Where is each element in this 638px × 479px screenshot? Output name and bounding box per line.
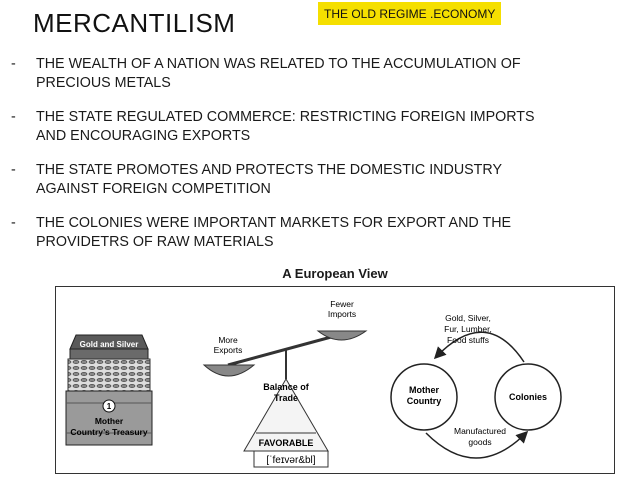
treasury-label-line2: Country’s Treasury xyxy=(70,427,148,437)
fewer-imports-line2: Imports xyxy=(327,309,357,319)
bullet-line: THE WEALTH OF A NATION WAS RELATED TO THE ACCUMULATION OF xyxy=(36,56,521,72)
bullet-item xyxy=(0,108,620,146)
bullet-item xyxy=(0,55,620,93)
bullet-marker: - xyxy=(11,215,16,231)
bullet-line: THE STATE REGULATED COMMERCE: RESTRICTING FOREIGN IMPORTS xyxy=(36,109,535,125)
mercantilism-diagram xyxy=(55,266,615,474)
favorable-label: FAVORABLE xyxy=(258,438,314,448)
treasury-lid-label: Gold and Silver xyxy=(79,340,139,349)
figure-title: A European View xyxy=(282,266,388,281)
slide-title: MERCANTILISM xyxy=(33,8,236,38)
bullet-item xyxy=(0,161,620,199)
bullet-list xyxy=(0,55,620,267)
manufactured-line2: goods xyxy=(468,437,492,447)
bullet-marker: - xyxy=(11,109,16,125)
bullet-line: THE COLONIES WERE IMPORTANT MARKETS FOR EXPORT AND THE xyxy=(36,215,512,231)
bullet-line: AND ENCOURAGING EXPORTS xyxy=(36,128,251,144)
mother-country-line2: Country xyxy=(406,396,442,406)
more-exports-line1: More xyxy=(218,335,238,345)
diagram-canvas xyxy=(56,287,614,473)
balance-of-trade-line2: Trade xyxy=(273,393,299,403)
balance-of-trade-line1: Balance of xyxy=(263,382,309,392)
bullet-item xyxy=(0,214,620,252)
topic-tag: THE OLD REGIME .ECONOMY xyxy=(318,2,501,25)
fewer-imports-line1: Fewer xyxy=(330,299,354,309)
mother-country-line1: Mother xyxy=(409,385,439,395)
pronunciation-text: [ˈfeɪvər&bl] xyxy=(266,455,316,466)
bullet-line: THE STATE PROMOTES AND PROTECTS THE DOMESTIC INDUSTRY xyxy=(36,162,503,178)
bullet-marker: - xyxy=(11,162,16,178)
raw-goods-line1: Gold, Silver, xyxy=(445,313,491,323)
bullet-marker: - xyxy=(11,56,16,72)
raw-goods-line3: Food stuffs xyxy=(447,335,489,345)
manufactured-line1: Manufactured xyxy=(454,426,506,436)
bullet-line: PRECIOUS METALS xyxy=(36,75,171,91)
bullet-line: AGAINST FOREIGN COMPETITION xyxy=(36,181,271,197)
figure-frame xyxy=(55,286,615,474)
raw-goods-line2: Fur, Lumber, xyxy=(444,324,492,334)
treasury-number: 1 xyxy=(106,402,112,411)
colonies-label: Colonies xyxy=(508,392,548,402)
bullet-line: PROVIDETRS OF RAW MATERIALS xyxy=(36,234,274,250)
more-exports-line2: Exports xyxy=(213,345,243,355)
treasury-label-line1: Mother xyxy=(94,416,124,426)
